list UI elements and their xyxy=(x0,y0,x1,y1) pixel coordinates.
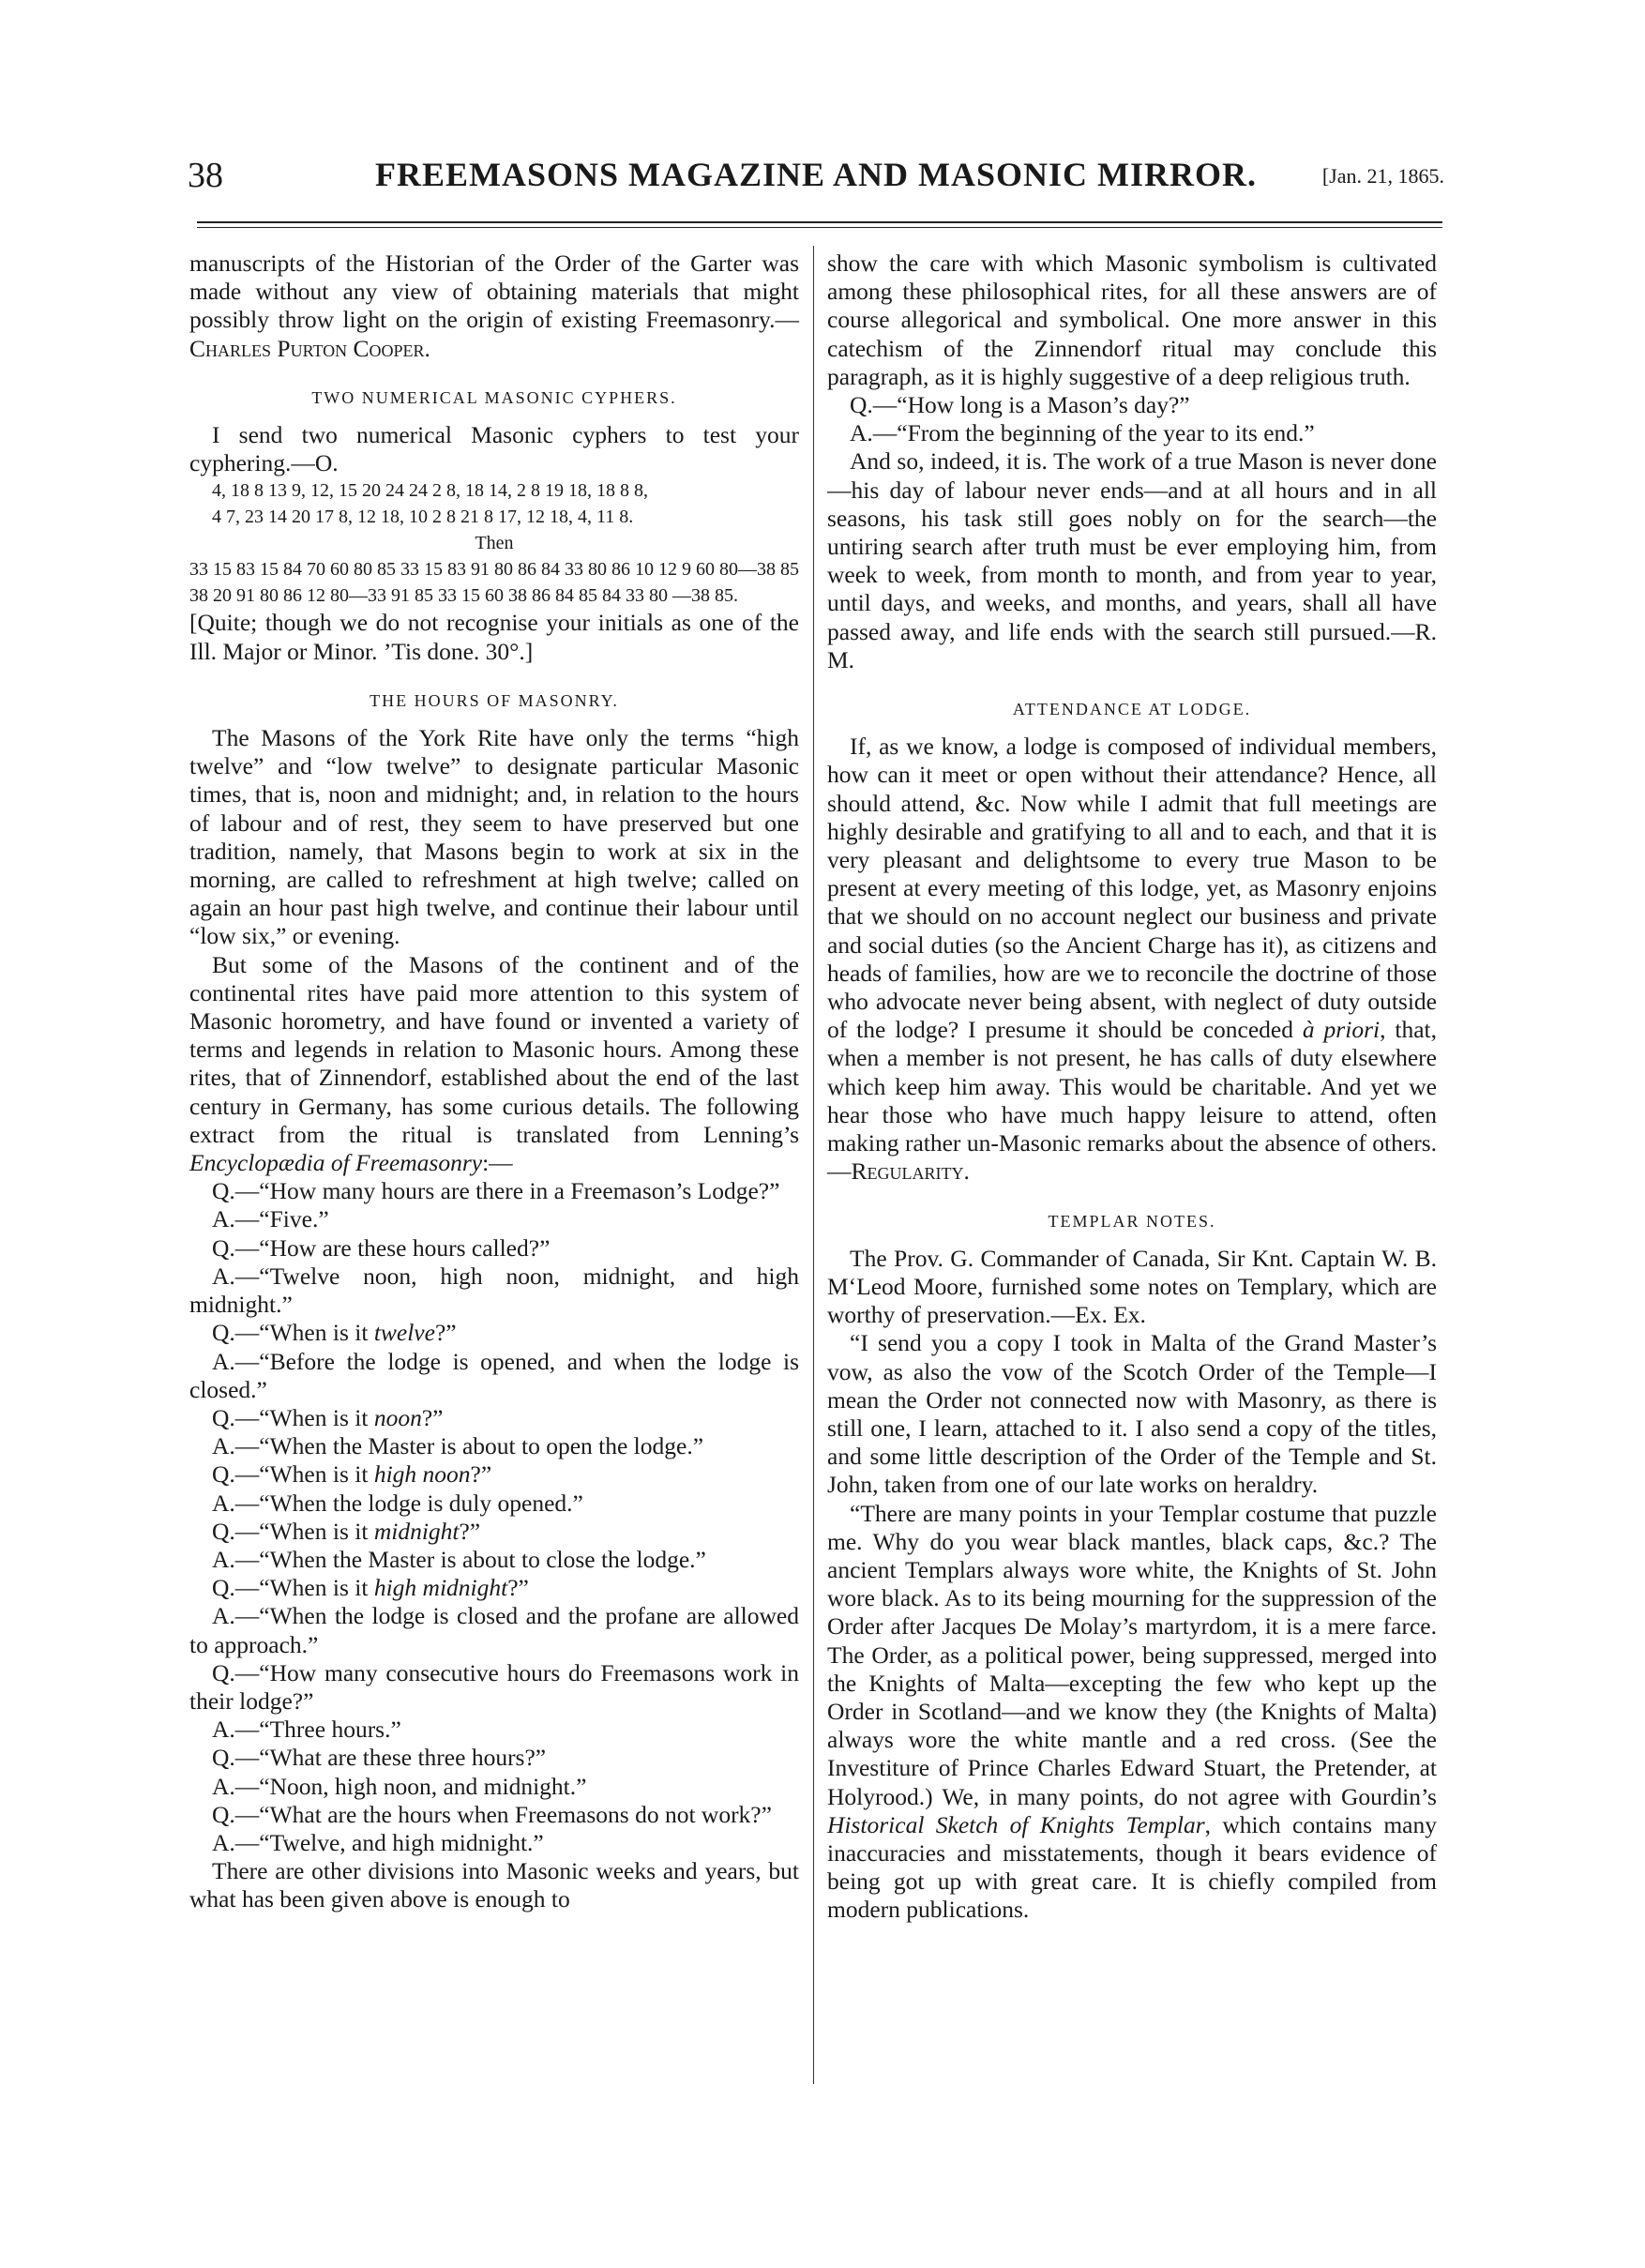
paragraph: The Masons of the York Rite have only the terms “high twelve” and “low twelve” to designate particular Masonic times, that is, noon and midnight; and, in relation to the hours of labour and of rest, they seem to have preserved but one tradition, namely, that Masons begin to work at six in the morning, are called to refreshment at high twelve; called on again an hour past high twelve, and continue their labour until “low six,” or evening. xyxy=(189,724,799,950)
signature: Regularity. xyxy=(851,1157,970,1186)
signature: Charles Purton Cooper. xyxy=(189,334,430,362)
section-heading: ATTENDANCE AT LODGE. xyxy=(1012,700,1252,719)
catechism-line: Q.—“How many hours are there in a Freemason’s Lodge?” xyxy=(212,1177,780,1205)
page-number: 38 xyxy=(188,156,223,195)
catechism-line: Q.—“When is it noon?” xyxy=(212,1403,444,1431)
column-divider xyxy=(813,246,814,2084)
catechism-line: Q.—“How are these hours called?” xyxy=(212,1233,551,1262)
paragraph: But some of the Masons of the continent and of the continental rites have paid more attention to this system of Masonic horometry, and have found or invented a variety of terms and legends in relation to Masonic hours. Among these rites, that of Zinnendorf, established about the end of the last century in Germany, has some curious details. The following extract from the ritual is translated from Lenning’s Encyclopædia of Freemasonry:— xyxy=(189,950,799,1177)
header-rule-thin xyxy=(197,227,1442,228)
left-column xyxy=(189,249,799,1914)
catechism-line: A.—“Five.” xyxy=(212,1205,329,1233)
catechism-line: Q.—“When is it midnight?” xyxy=(212,1517,481,1545)
catechism-line: A.—“Three hours.” xyxy=(212,1716,401,1744)
cypher-line: 4 7, 23 14 20 17 8, 12 18, 10 2 8 21 8 17, 12 18, 4, 11 8. xyxy=(212,507,634,528)
right-column xyxy=(827,249,1437,1925)
catechism-line: Q.—“When is it high midnight?” xyxy=(212,1574,529,1602)
page-header xyxy=(188,155,1444,211)
cypher-line: 4, 18 8 13 9, 12, 15 20 24 24 2 8, 18 14, 2 8 19 18, 18 8 8, xyxy=(212,480,648,502)
catechism-line: A.—“When the lodge is closed and the profane are allowed to approach.” xyxy=(189,1602,799,1658)
paragraph: There are other divisions into Masonic weeks and years, but what has been given above is enough to xyxy=(189,1857,799,1913)
catechism-line: Q.—“What are these three hours?” xyxy=(212,1744,547,1772)
paragraph: If, as we know, a lodge is composed of individual members, how can it meet or open without their attendance? Hence, all should attend, &c. Now while I admit that full meetings are highly desirable and gratifying to all and to each, and that it is very pleasant and delightsome to every true Mason to be present at every meeting of this lodge, yet, as Masonry enjoins that we should on no account neglect our business and private and social duties (so the Ancient Charge has it), as citizens and heads of families, how are we to reconcile the doctrine of those who advocate never being absent, with neglect of duty outside of the lodge? I presume it should be conceded à priori, that, when a member is not present, he has calls of duty elsewhere which keep him away. This would be charitable. And yet we hear those who have much happy leisure to attend, often making rather un-Masonic remarks about the absence of others.—Regularity. xyxy=(827,733,1437,1186)
paragraph: The Prov. G. Commander of Canada, Sir Knt. Captain W. B. M‘Leod Moore, furnished some notes on Templary, which are worthy of preservation.—Ex. Ex. xyxy=(827,1244,1437,1329)
citation: Historical Sketch of Knights Templar xyxy=(827,1810,1205,1838)
running-title: FREEMASONS MAGAZINE AND MASONIC MIRROR. xyxy=(374,156,1258,193)
paragraph: And so, indeed, it is. The work of a true Mason is never done—his day of labour never ends—and at all hours and in all seasons, his task still goes nobly on for the search—the untiring search after truth must be ever employing him, from week to week, from month to month, and from year to year, until days, and weeks, and months, and years, shall all have passed away, and life ends with the search still pursued.—R. M. xyxy=(827,447,1437,673)
editor-reply: [Quite; though we do not recognise your initials as one of the Ill. Major or Minor. ’Tis done. 30°.] xyxy=(189,609,799,665)
cypher-separator: Then xyxy=(475,533,514,554)
paragraph: I send two numerical Masonic cyphers to test your cyphering.—O. xyxy=(189,421,799,477)
catechism-line: A.—“Twelve, and high midnight.” xyxy=(212,1828,544,1856)
citation: Encyclopædia of Freemasonry xyxy=(189,1149,483,1177)
section-heading: THE HOURS OF MASONRY. xyxy=(370,690,619,710)
catechism-line: A.—“Before the lodge is opened, and when the lodge is closed.” xyxy=(189,1347,799,1403)
catechism-line: Q.—“When is it twelve?” xyxy=(212,1319,457,1347)
paragraph: “There are many points in your Templar costume that puzzle me. Why do you wear black mantles, black caps, &c.? The ancient Templars always wore white, the Knights of St. John wore black. As to its being mourning for the suppression of the Order after Jacques De Molay’s martyrdom, it is a mere farce. The Order, as a political power, being suppressed, merged into the Knights of Malta—excepting the few who kept up the Order in Scotland—and we know they (the Knights of Malta) always wore the white mantle and a red cross. (See the Investiture of Prince Charles Edward Stuart, the Pretender, at Holyrood.) We, in many points, do not agree with Gourdin’s Historical Sketch of Knights Templar, which contains many inaccuracies and misstatements, though it bears evidence of being got up with great care. It is chiefly compiled from modern publications. xyxy=(827,1499,1437,1924)
cypher-line: 33 15 83 15 84 70 60 80 85 33 15 83 91 80 86 84 33 80 86 10 12 9 60 80—38 85 xyxy=(189,559,799,581)
catechism-answer: A.—“From the beginning of the year to its end.” xyxy=(850,419,1315,447)
paragraph: manuscripts of the Historian of the Order of the Garter was made without any view of obtaining materials that might possibly throw light on the origin of existing Freemasonry.—Charles Purton Cooper. xyxy=(189,249,799,362)
issue-date: [Jan. 21, 1865. xyxy=(1321,164,1444,188)
catechism-line: Q.—“When is it high noon?” xyxy=(212,1460,492,1489)
catechism-line: A.—“When the lodge is duly opened.” xyxy=(212,1489,583,1517)
catechism-question: Q.—“How long is a Mason’s day?” xyxy=(850,391,1190,419)
section-heading: TWO NUMERICAL MASONIC CYPHERS. xyxy=(311,387,677,407)
catechism-line: Q.—“How many consecutive hours do Freemasons work in their lodge?” xyxy=(189,1658,799,1715)
catechism xyxy=(189,1177,799,1857)
catechism-line: A.—“Noon, high noon, and midnight.” xyxy=(212,1772,587,1800)
header-rule-thick xyxy=(197,221,1442,223)
catechism-line: A.—“Twelve noon, high noon, midnight, and high midnight.” xyxy=(189,1262,799,1319)
catechism-line: A.—“When the Master is about to open the lodge.” xyxy=(212,1432,704,1460)
catechism-line: Q.—“What are the hours when Freemasons do not work?” xyxy=(212,1800,772,1828)
cypher-line: 38 20 91 80 86 12 80—33 91 85 33 15 60 38 86 84 85 84 33 80 —38 85. xyxy=(189,585,738,607)
paragraph: “I send you a copy I took in Malta of the Grand Master’s vow, as also the vow of the Scotch Order of the Temple—I mean the Order not connected now with Masonry, as there is still one, I learn, attached to it. I also send a copy of the titles, and some little description of the Order of the Temple and St. John, taken from one of our late works on heraldry. xyxy=(827,1329,1437,1499)
paragraph: show the care with which Masonic symbolism is cultivated among these philosophical rites, for all these answers are of course allegorical and symbolical. One more answer in this catechism of the Zinnendorf ritual may conclude this paragraph, as it is highly suggestive of a deep religious truth. xyxy=(827,249,1437,390)
catechism-line: A.—“When the Master is about to close the lodge.” xyxy=(212,1545,706,1573)
section-heading: TEMPLAR NOTES. xyxy=(1048,1211,1216,1231)
